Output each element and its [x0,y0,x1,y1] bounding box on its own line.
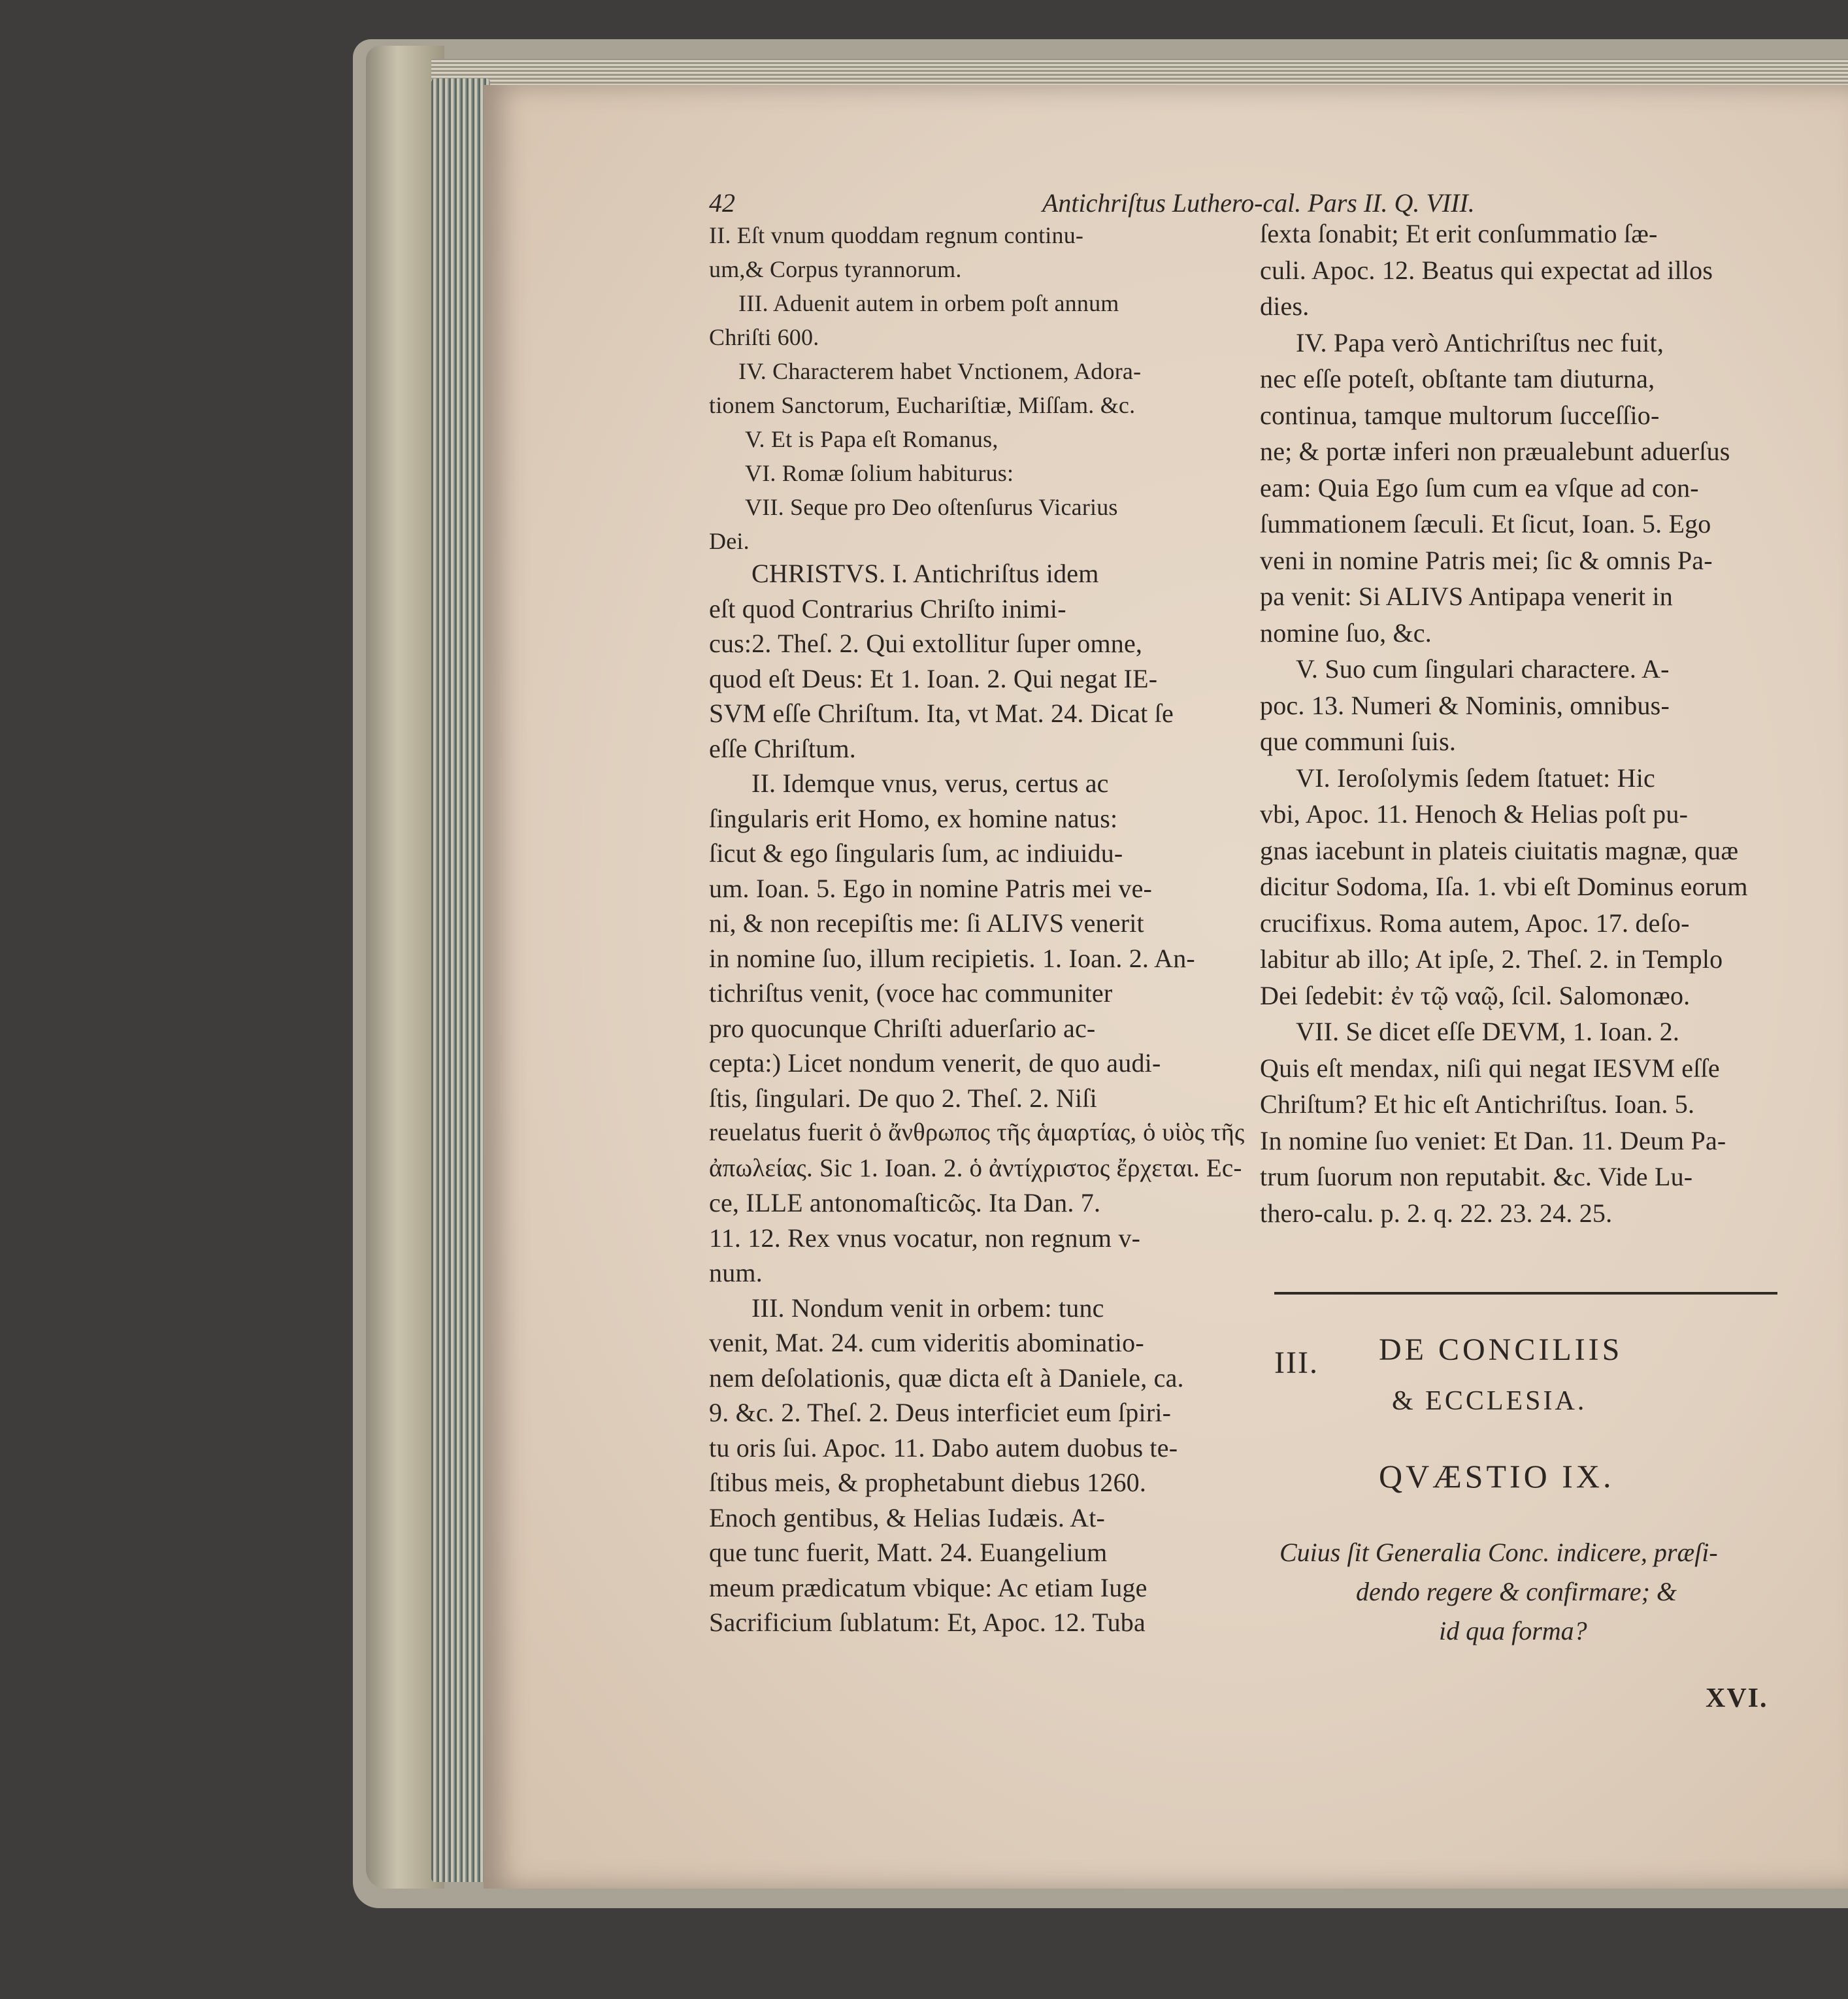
left-text-line: tichriſtus venit, (voce hac communiter [709,978,1113,1008]
left-text-line: IV. Characterem habet Vnctionem, Adora- [738,358,1142,384]
right-text-line: continua, tamque multorum ſucceſſio- [1260,401,1660,430]
left-text-line: cepta:) Licet nondum venerit, de quo audi- [709,1048,1161,1078]
left-text-line: II. Idemque vnus, verus, certus ac [751,768,1109,798]
right-text-line: V. Suo cum ſingulari charactere. A- [1296,654,1670,684]
left-text-line: reuelatus fuerit ὁ ἄνθρωπος τῆς ἁμαρτίας, ὁ υἱὸς τῆς [709,1119,1245,1146]
left-text-line: pro quocunque Chriſti aduerſario ac- [709,1014,1096,1043]
left-text-line: quod eſt Deus: Et 1. Ioan. 2. Qui negat IE- [709,664,1158,693]
page-edges-side [431,78,490,1882]
section-rule [1274,1292,1777,1295]
left-text-line: que tunc fuerit, Matt. 24. Euangelium [709,1538,1108,1567]
left-text-line: nem deſolationis, quæ dicta eſt à Daniele, ca. [709,1363,1184,1393]
right-text-line: trum ſuorum non reputabit. &c. Vide Lu- [1260,1162,1693,1191]
right-text-line: labitur ab illo; At ipſe, 2. Theſ. 2. in Templo [1260,944,1723,974]
section-title-line2: & ECCLESIA. [1392,1386,1587,1416]
right-text-line: Chriſtum? Et hic eſt Antichriſtus. Ioan. 5. [1260,1089,1695,1119]
section-title-line1: DE CONCILIIS [1379,1332,1623,1367]
left-text-line: um,& Corpus tyrannorum. [709,256,962,282]
left-text-line: II. Eſt vnum quoddam regnum continu- [709,222,1084,248]
right-text-line: VII. Se dicet eſſe DEVM, 1. Ioan. 2. [1296,1017,1680,1046]
left-text-line: VI. Romæ ſolium habiturus: [745,460,1014,486]
right-text-line: pa venit: Si ALIVS Antipapa venerit in [1260,582,1673,611]
section-number: III. [1274,1346,1319,1380]
page-number: 42 [709,188,735,218]
left-text-line: Dei. [709,528,750,554]
left-text-line: 9. &c. 2. Theſ. 2. Deus interficiet eum ſpiri- [709,1398,1172,1427]
left-text-line: ſingularis erit Homo, ex homine natus: [709,804,1118,833]
left-text-line: CHRISTVS. I. Antichriſtus idem [751,559,1099,588]
left-text-line: ni, & non recepiſtis me: ſi ALIVS venerit [709,908,1144,938]
right-text-line: eam: Quia Ego ſum cum ea vſque ad con- [1260,473,1699,503]
left-text-line: Chriſti 600. [709,324,819,350]
running-title: Antichriſtus Luthero-cal. Pars II. Q. VIII. [1042,188,1475,218]
signature-mark: XVI. [1706,1683,1768,1713]
left-text-line: um. Ioan. 5. Ego in nomine Patris mei ve- [709,874,1153,903]
left-text-line: ſicut & ego ſingularis ſum, ac indiuidu- [709,838,1123,868]
left-text-line: in nomine ſuo, illum recipietis. 1. Ioan. 2. An- [709,944,1195,973]
right-text-line: ne; & portæ inferi non præualebunt aduerſus [1260,437,1730,466]
right-text-line: dicitur Sodoma, Iſa. 1. vbi eſt Dominus eorum [1260,872,1748,901]
right-text-line: thero-calu. p. 2. q. 22. 23. 24. 25. [1260,1198,1613,1228]
left-text-line: eſt quod Contrarius Chriſto inimi- [709,594,1066,623]
right-text-line: ſexta ſonabit; Et erit conſummatio ſæ- [1260,219,1658,248]
left-text-line: meum prædicatum vbique: Ac etiam Iuge [709,1573,1147,1602]
right-text-line: culi. Apoc. 12. Beatus qui expectat ad illos [1260,256,1713,285]
right-text-line: poc. 13. Numeri & Nominis, omnibus- [1260,691,1670,720]
question-line: dendo regere & confirmare; & [1356,1577,1677,1606]
left-text-line: Enoch gentibus, & Helias Iudæis. At- [709,1503,1106,1532]
left-text-line: V. Et is Papa eſt Romanus, [745,426,998,452]
question-line: id qua forma? [1439,1616,1587,1645]
right-text-line: nomine ſuo, &c. [1260,618,1432,648]
left-text-line: SVM eſſe Chriſtum. Ita, vt Mat. 24. Dicat ſe [709,699,1174,728]
right-text-line: In nomine ſuo veniet: Et Dan. 11. Deum Pa- [1260,1126,1726,1155]
left-text-line: tionem Sanctorum, Euchariſtiæ, Miſſam. &c. [709,392,1136,418]
left-text-line: ce, ILLE antonomaſticῶς. Ita Dan. 7. [709,1188,1101,1217]
right-text-line: que communi ſuis. [1260,727,1457,756]
left-text-line: 11. 12. Rex vnus vocatur, non regnum v- [709,1223,1141,1253]
book-page [484,85,1848,1889]
question-heading: QVÆSTIO IX. [1379,1458,1615,1495]
right-text-line: Dei ſedebit: ἐν τῷ ναῷ, ſcil. Salomonæo. [1260,981,1691,1010]
left-text-line: III. Aduenit autem in orbem poſt annum [738,290,1119,316]
right-text-line: IV. Papa verò Antichriſtus nec fuit, [1296,328,1664,357]
left-text-line: ἀπωλείας. Sic 1. Ioan. 2. ὁ ἀντίχριστος ἔρχεται. Ec- [709,1154,1242,1182]
left-text-line: eſſe Chriſtum. [709,734,856,763]
left-text-line: venit, Mat. 24. cum videritis abominatio- [709,1328,1144,1357]
right-text-line: Quis eſt mendax, niſi qui negat IESVM eſſe [1260,1053,1720,1083]
left-text-line: Sacrificium ſublatum: Et, Apoc. 12. Tuba [709,1608,1146,1637]
right-text-line: veni in nomine Patris mei; ſic & omnis Pa- [1260,546,1713,575]
left-text-line: VII. Seque pro Deo oſtenſurus Vicarius [745,494,1118,520]
left-text-line: ſtibus meis, & prophetabunt diebus 1260. [709,1468,1147,1497]
right-text-line: vbi, Apoc. 11. Henoch & Helias poſt pu- [1260,799,1689,829]
right-text-line: ſummationem ſæculi. Et ſicut, Ioan. 5. Ego [1260,509,1711,538]
left-text-line: ſtis, ſingulari. De quo 2. Theſ. 2. Niſi [709,1083,1097,1113]
left-text-line: III. Nondum venit in orbem: tunc [751,1293,1104,1323]
right-text-line: VI. Ieroſolymis ſedem ſtatuet: Hic [1296,763,1655,793]
right-text-line: gnas iacebunt in plateis ciuitatis magnæ, quæ [1260,836,1739,865]
left-text-line: tu oris ſui. Apoc. 11. Dabo autem duobus te- [709,1433,1178,1462]
right-text-line: nec eſſe poteſt, obſtante tam diuturna, [1260,364,1655,393]
question-line: Cuius ſit Generalia Conc. indicere, præſi- [1279,1538,1718,1567]
right-text-line: crucifixus. Roma autem, Apoc. 17. deſo- [1260,908,1690,938]
left-text-line: num. [709,1258,763,1287]
right-text-line: dies. [1260,291,1310,321]
left-text-line: cus:2. Theſ. 2. Qui extollitur ſuper omne, [709,629,1143,658]
